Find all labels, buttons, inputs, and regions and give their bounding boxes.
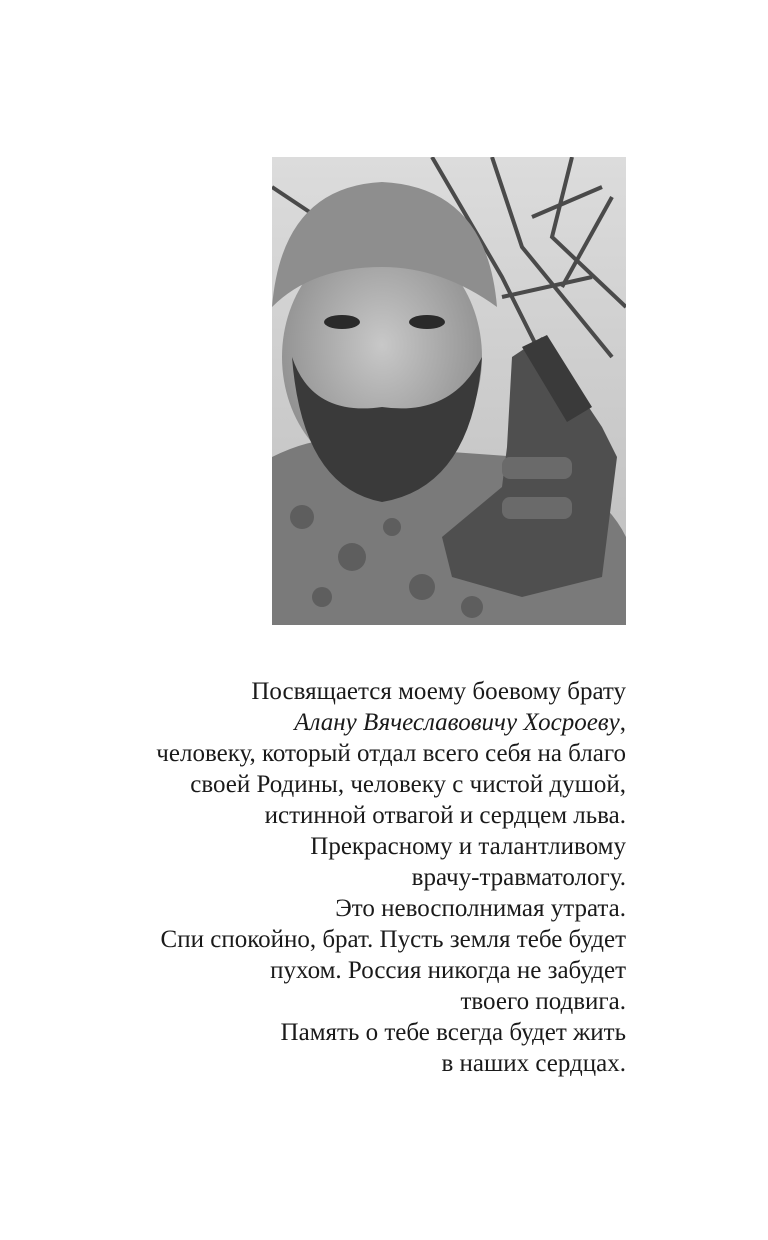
dedication-name-line xyxy=(66,707,626,738)
dedication-line: Это невосполнимая утрата. xyxy=(335,895,626,922)
dedicatee-name-punctuation: , xyxy=(619,709,626,736)
dedication-line: Прекрасному и талантливому xyxy=(310,833,626,860)
dedication-line: человеку, который отдал всего себя на благо xyxy=(156,740,626,767)
dedicatee-name: Алану Вячеславовичу Хосроеву xyxy=(294,709,620,736)
dedication-line: своей Родины, человеку с чистой душой, xyxy=(190,771,626,798)
dedication-line: Спи спокойно, брат. Пусть земля тебе будет xyxy=(160,926,626,953)
dedication-line: истинной отвагой и сердцем льва. xyxy=(264,802,626,829)
dedication-line: Память о тебе всегда будет жить xyxy=(280,1019,626,1046)
portrait-photo-icon xyxy=(272,157,626,625)
dedication-text xyxy=(66,676,626,1079)
dedication-line: в наших сердцах. xyxy=(441,1050,626,1077)
dedication-line: врачу-травматологу. xyxy=(411,864,626,891)
dedication-line: Посвящается моему боевому брату xyxy=(251,678,626,705)
portrait-photo xyxy=(272,157,626,625)
dedication-line: твоего подвига. xyxy=(460,988,626,1015)
dedication-line: пухом. Россия никогда не забудет xyxy=(270,957,626,984)
